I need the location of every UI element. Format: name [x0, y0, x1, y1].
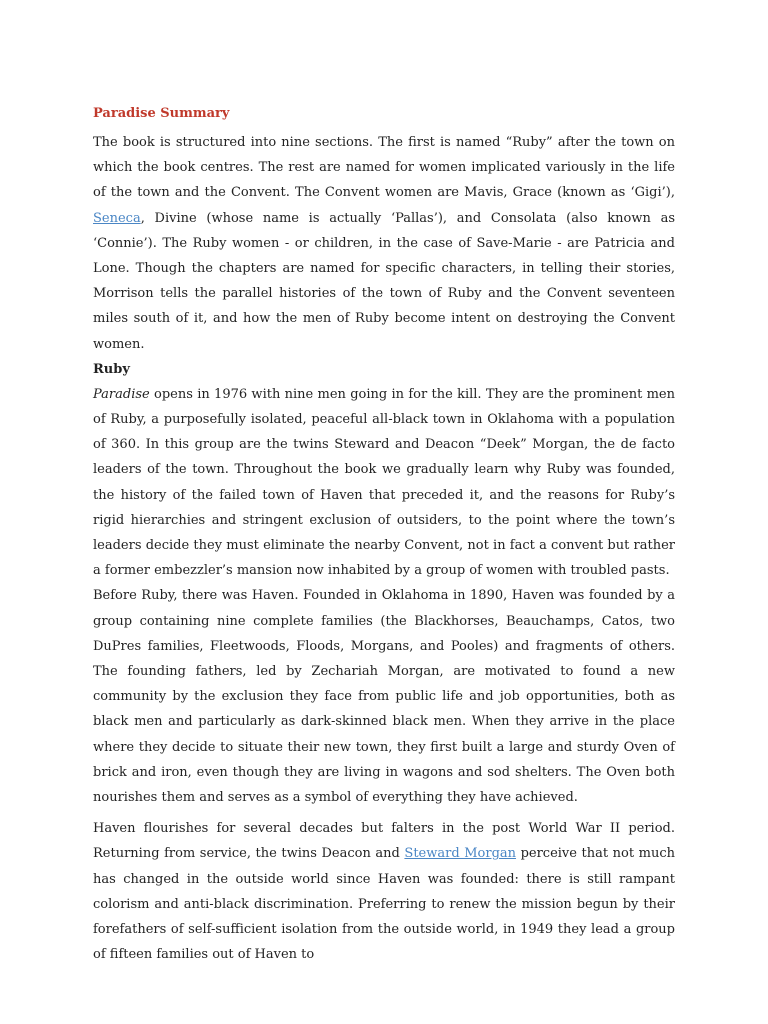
paragraph-text: , Divine (whose name is actually ‘Pallas’), and Consolata (also known as ‘Connie’). The Ruby women - or children, in the case of Save-Marie - are Patricia and Lone. Though the chapters are named for specific characters, in telling their stories, Morrison tells the parallel histories of the town of Ruby and the Convent seventeen miles south of it, and how the men of Ruby become intent on destroying the Convent women. [93, 210, 675, 352]
paragraph-haven-decline [93, 816, 675, 967]
paragraph-ruby [93, 382, 675, 584]
document-body [93, 104, 675, 968]
paragraph-text: Haven flourishes for several decades but falters in the post World War II period. Returning from service, the twins Deacon and [93, 821, 675, 862]
paragraph-text: The book is structured into nine sections. The first is named “Ruby” after the town on which the book centres. The rest are named for women implicated variously in the life of the town and the Convent. The Convent women are Mavis, Grace (known as ‘Gigi’), [93, 135, 675, 201]
paragraph-text: opens in 1976 with nine men going in for the kill. They are the prominent men of Ruby, a purposefully isolated, peaceful all-black town in Oklahoma with a population of 360. In this group are the twins Steward and Deacon “Deek” Morgan, the de facto leaders of the town. Throughout the book we gradually learn why Ruby was founded, the history of the failed town of Haven that preceded it, and the reasons for Ruby’s rigid hierarchies and stringent exclusion of outsiders, to the point where the town’s leaders decide they must eliminate the nearby Convent, not in fact a convent but rather a former embezzler’s mansion now inhabited by a group of women with troubled pasts. [93, 386, 675, 579]
paragraph-text: perceive that not much has changed in the outside world since Haven was founded: there is still rampant colorism and anti-black discrimination. Preferring to renew the mission begun by their forefathers of self-sufficient isolation from the outside world, in 1949 they lead a group of fifteen families out of Haven to [93, 846, 675, 963]
book-title-italic: Paradise [93, 386, 150, 402]
paragraph-haven: Before Ruby, there was Haven. Founded in Oklahoma in 1890, Haven was founded by a group containing nine complete families (the Blackhorses, Beauchamps, Catos, two DuPres families, Fleetwoods, Floods, Morgans, and Pooles) and fragments of others. The founding fathers, led by Zechariah Morgan, are motivated to found a new community by the exclusion they face from public life and job opportunities, both as black men and particularly as dark-skinned black men. When they arrive in the place where they decide to situate their new town, they first built a large and sturdy Oven of brick and iron, even though they are living in wagons and sod shelters. The Oven both nourishes them and serves as a symbol of everything they have achieved. [93, 588, 675, 806]
document-title: Paradise Summary [93, 106, 230, 121]
steward-morgan-link[interactable]: Steward Morgan [404, 846, 517, 862]
seneca-link[interactable]: Seneca [93, 210, 141, 226]
paragraph-structure [93, 130, 675, 357]
section-heading-ruby: Ruby [93, 361, 130, 377]
